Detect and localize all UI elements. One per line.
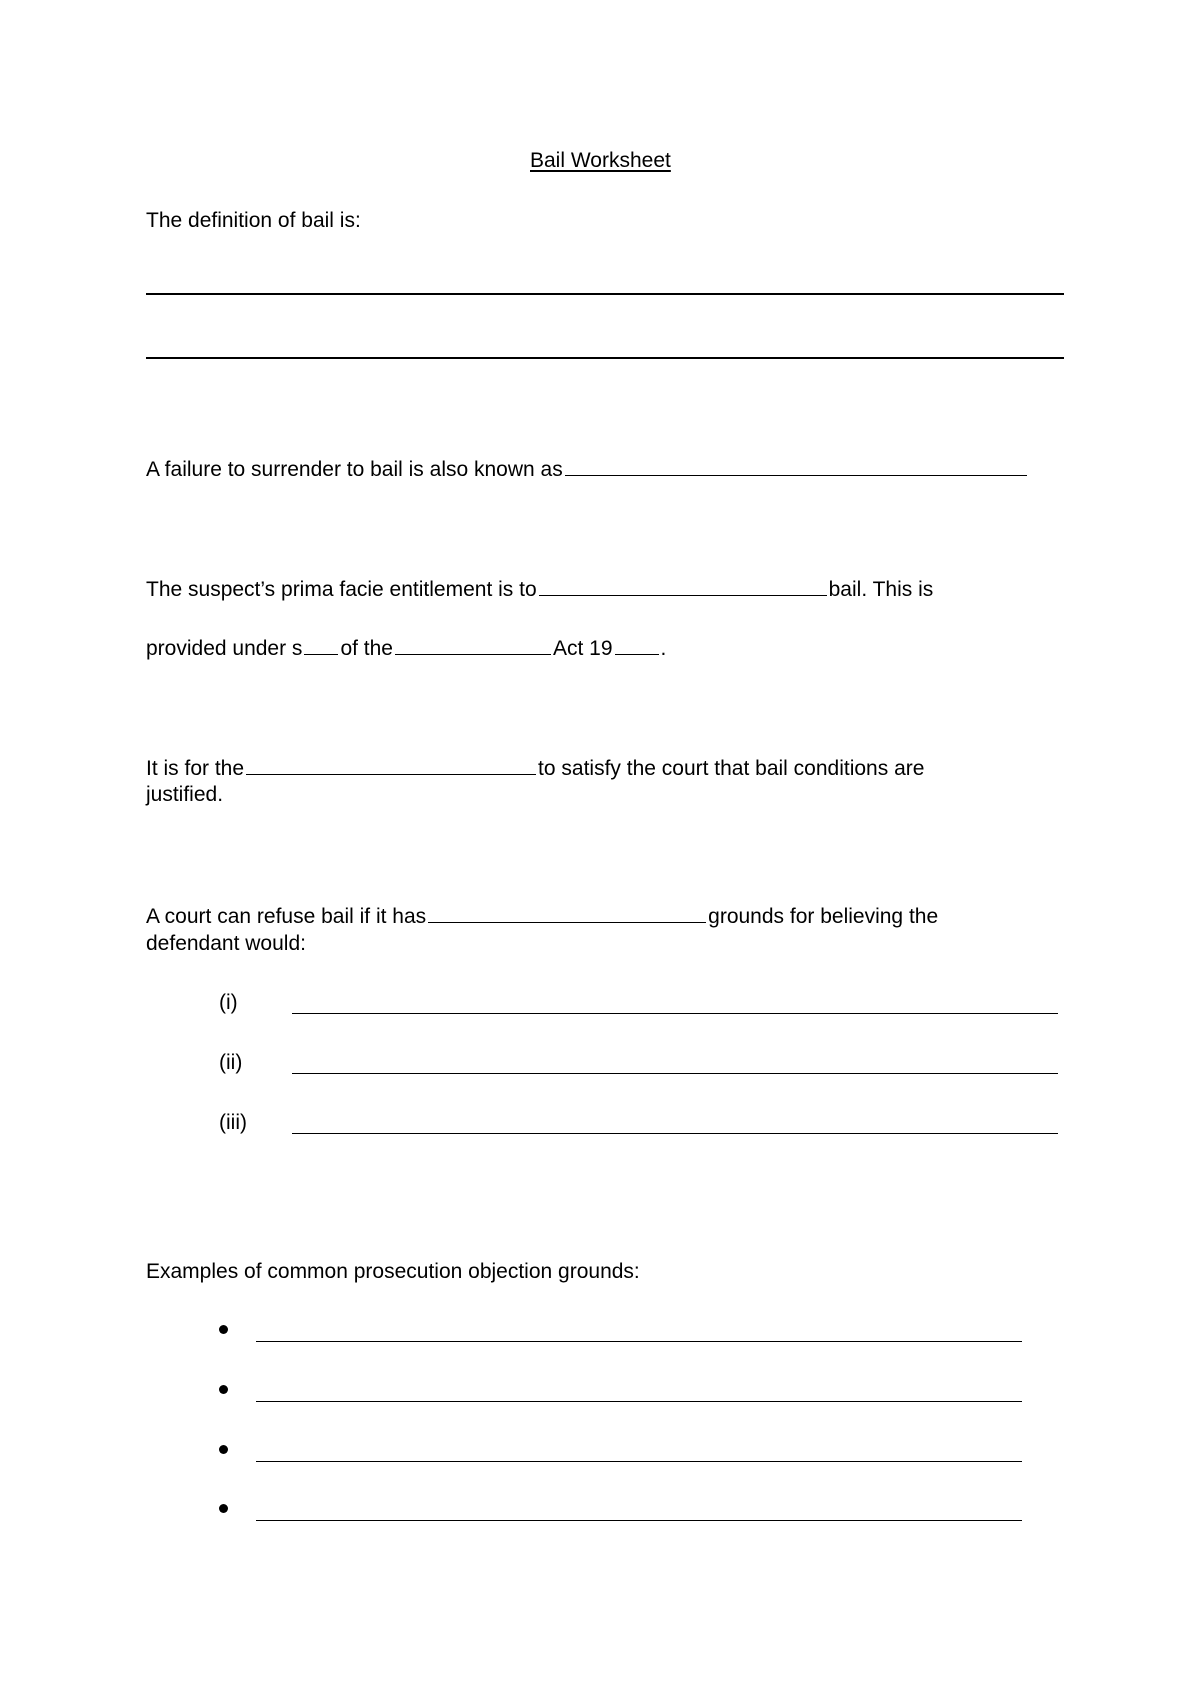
refuse-text-before: A court can refuse bail if it has bbox=[146, 905, 427, 928]
entitlement-question-line-1 bbox=[146, 573, 933, 604]
examples-heading: Examples of common prosecution objection grounds: bbox=[146, 1260, 640, 1283]
example-answer-line[interactable] bbox=[256, 1520, 1022, 1521]
definition-answer-line-2[interactable] bbox=[146, 357, 1064, 359]
entitlement-section-label: provided under s bbox=[146, 637, 303, 660]
refuse-item-label: (ii) bbox=[219, 1051, 243, 1074]
burden-party-blank[interactable] bbox=[246, 752, 536, 775]
refuse-item-answer-line[interactable] bbox=[292, 1133, 1058, 1134]
act-name-blank[interactable] bbox=[395, 632, 551, 655]
bullet-icon bbox=[219, 1445, 228, 1454]
definition-answer-line-1[interactable] bbox=[146, 293, 1064, 295]
act-year-blank[interactable] bbox=[615, 632, 659, 655]
entitlement-text-before: The suspect’s prima facie entitlement is to bbox=[146, 578, 537, 601]
refuse-text-after: grounds for believing the bbox=[708, 905, 939, 928]
refuse-item-answer-line[interactable] bbox=[292, 1073, 1058, 1074]
refuse-item-label: (i) bbox=[219, 991, 238, 1014]
failure-text: A failure to surrender to bail is also known as bbox=[146, 458, 563, 481]
bullet-icon bbox=[219, 1385, 228, 1394]
example-answer-line[interactable] bbox=[256, 1461, 1022, 1462]
grounds-type-blank[interactable] bbox=[428, 900, 706, 923]
burden-question-line-2: justified. bbox=[146, 783, 224, 806]
example-answer-line[interactable] bbox=[256, 1341, 1022, 1342]
bullet-icon bbox=[219, 1325, 228, 1334]
refuse-item-answer-line[interactable] bbox=[292, 1013, 1058, 1014]
definition-label: The definition of bail is: bbox=[146, 209, 361, 232]
refuse-question-line-2: defendant would: bbox=[146, 932, 306, 955]
refuse-item-label: (iii) bbox=[219, 1111, 247, 1134]
burden-text-before: It is for the bbox=[146, 757, 245, 780]
example-answer-line[interactable] bbox=[256, 1401, 1022, 1402]
burden-question-line-1 bbox=[146, 752, 924, 783]
entitlement-type-blank[interactable] bbox=[539, 573, 827, 596]
section-number-blank[interactable] bbox=[304, 632, 338, 655]
entitlement-period: . bbox=[660, 637, 667, 660]
entitlement-act-label: Act 19 bbox=[552, 637, 613, 660]
bullet-icon bbox=[219, 1504, 228, 1513]
burden-text-after: to satisfy the court that bail conditions are bbox=[538, 757, 925, 780]
failure-answer-blank[interactable] bbox=[565, 453, 1027, 476]
failure-question bbox=[146, 453, 1029, 484]
entitlement-of-the: of the bbox=[340, 637, 393, 660]
refuse-question-line-1 bbox=[146, 900, 938, 931]
entitlement-question-line-2 bbox=[146, 632, 666, 663]
entitlement-text-after: bail. This is bbox=[828, 578, 934, 601]
page-title: Bail Worksheet bbox=[530, 149, 671, 172]
